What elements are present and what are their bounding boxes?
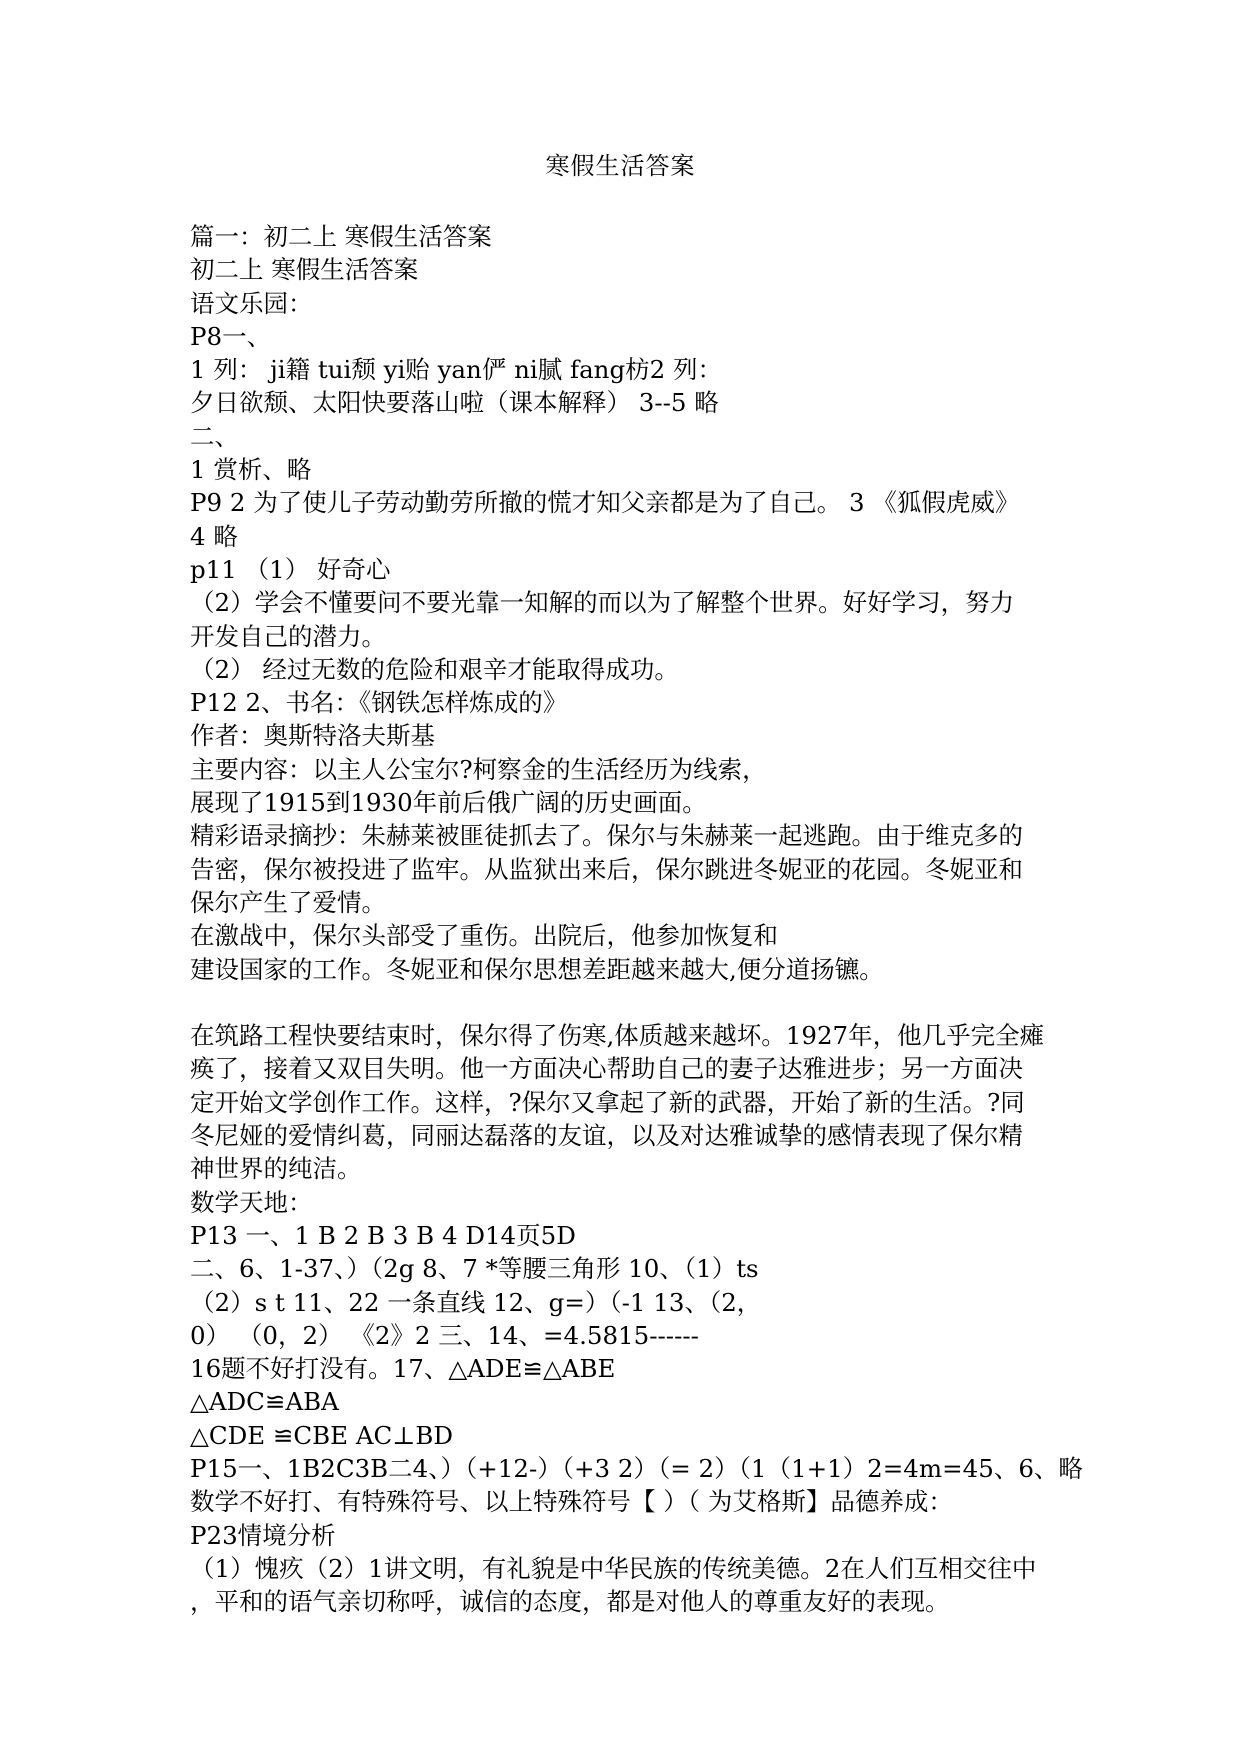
text-line: 数学不好打、有特殊符号、以上特殊符号【 ）（ 为艾格斯】品德养成： <box>190 1487 953 1517</box>
text-line: △CDE ≌CBE AC⊥BD <box>190 1420 453 1450</box>
text-line: 0） （0，2） 《2》2 三、14、=4.5815------ <box>190 1320 699 1350</box>
text-line: ，平和的语气亲切称呼，诚信的态度，都是对他人的尊重友好的表现。 <box>190 1587 950 1617</box>
text-line: 作者：奥斯特洛夫斯基 <box>190 721 435 751</box>
text-line: 痪了，接着又双目失明。他一方面决心帮助自己的妻子达雅进步；另一方面决 <box>190 1054 1023 1084</box>
text-line: 展现了1915到1930年前后俄广阔的历史画面。 <box>190 788 707 818</box>
text-line: 语文乐园： <box>190 288 313 318</box>
text-line: 夕日欲颓、太阳快要落山啦（课本解释） 3--5 略 <box>190 388 719 418</box>
text-line: （2） 经过无数的危险和艰辛才能取得成功。 <box>190 654 679 684</box>
text-line: 在激战中，保尔头部受了重伤。出院后，他参加恢复和 <box>190 921 778 951</box>
text-line: 告密，保尔被投进了监牢。从监狱出来后，保尔跳进冬妮亚的花园。冬妮亚和 <box>190 854 1023 884</box>
text-line: 二、6、1-37、）（2g 8、7 *等腰三角形 10、（1）ts <box>190 1254 759 1284</box>
text-line: 16题不好打没有。17、△ADE≌△ABE <box>190 1354 616 1384</box>
text-line: 定开始文学创作工作。这样，?保尔又拿起了新的武器，开始了新的生活。?同 <box>190 1087 1025 1117</box>
text-line: （2）学会不懂要问不要光靠一知解的而以为了解整个世界。好好学习，努力 <box>190 588 1015 618</box>
text-line: P13 一、1 B 2 B 3 B 4 D14页5D <box>190 1220 576 1250</box>
text-line: P9 2 为了使儿子劳动勤劳所撤的慌才知父亲都是为了自己。 3 《狐假虎威》 <box>190 488 1020 518</box>
text-line: 精彩语录摘抄：朱赫莱被匪徒抓去了。保尔与朱赫莱一起逃跑。由于维克多的 <box>190 821 1023 851</box>
text-line: P15一、1B2C3B二4、）（+12-）（+3 2）（= 2）（1（1+1）2=4m=45、6、略 <box>190 1453 1083 1483</box>
text-line: 二、 <box>190 421 239 451</box>
text-line: 主要内容：以主人公宝尔?柯察金的生活经历为线索， <box>190 754 767 784</box>
text-line: （2）s t 11、22 一条直线 12、g=）（-1 13、（2， <box>190 1287 762 1317</box>
text-line: 1 赏析、略 <box>190 455 312 485</box>
document-body <box>190 220 1083 1618</box>
text-line: 建设国家的工作。冬妮亚和保尔思想差距越来越大,便分道扬镳。 <box>190 954 884 984</box>
blank-line <box>190 986 1050 1019</box>
text-line: （1）愧疚（2）1讲文明，有礼貌是中华民族的传统美德。2在人们互相交往中 <box>190 1553 1037 1583</box>
text-line: p11 （1） 好奇心 <box>190 554 391 584</box>
text-line: 初二上 寒假生活答案 <box>190 255 419 285</box>
text-line: P23情境分析 <box>190 1520 336 1550</box>
text-line: 1 列： ji籍 tui颓 yi贻 yan俨 ni腻 fang枋2 列： <box>190 355 723 385</box>
text-line: 数学天地： <box>190 1187 313 1217</box>
document-title: 寒假生活答案 <box>545 152 696 180</box>
text-line: △ADC≌ABA <box>190 1387 339 1417</box>
text-line: 神世界的纯洁。 <box>190 1154 362 1184</box>
text-line: 在筑路工程快要结束时，保尔得了伤寒,体质越来越坏。1927年，他几乎完全瘫 <box>190 1021 1045 1051</box>
text-line: 保尔产生了爱情。 <box>190 887 386 917</box>
text-line: 4 略 <box>190 521 238 551</box>
text-line: P12 2、书名：《钢铁怎样炼成的》 <box>190 688 568 718</box>
text-line: 冬尼娅的爱情纠葛，同丽达磊落的友谊，以及对达雅诚挚的感情表现了保尔精 <box>190 1121 1023 1151</box>
text-line: 篇一：初二上 寒假生活答案 <box>190 222 492 251</box>
text-line: P8一、 <box>190 321 272 351</box>
text-line: 开发自己的潜力。 <box>190 621 386 651</box>
